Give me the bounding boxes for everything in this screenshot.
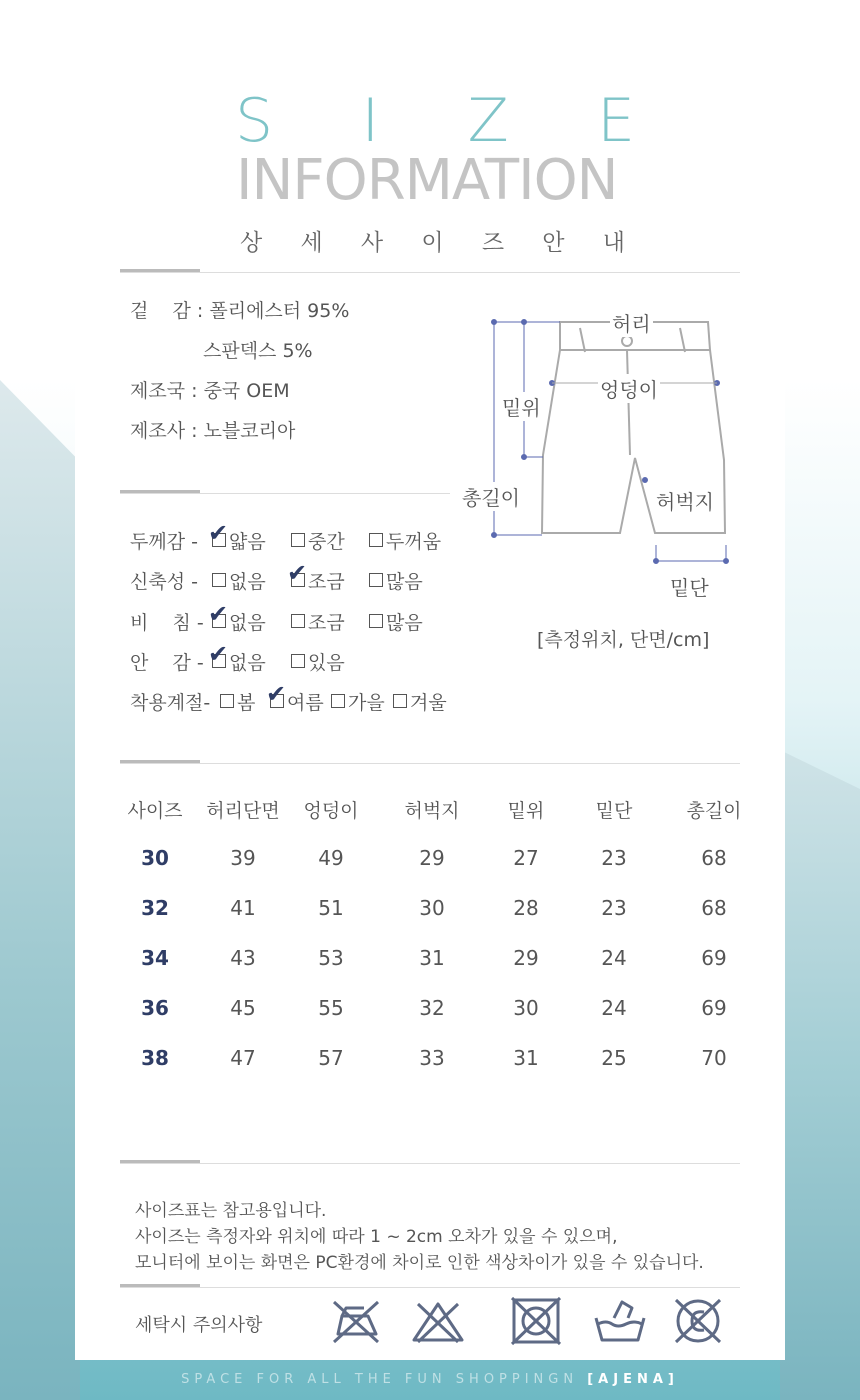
table-cell: 49 [318, 846, 344, 870]
korean-letter: 상 [240, 230, 263, 256]
korean-letter: 사 [360, 230, 384, 256]
property-option[interactable] [287, 559, 345, 594]
maker-row [130, 416, 295, 443]
hand-wash-icon [592, 1296, 648, 1346]
property-option[interactable] [266, 680, 324, 715]
table-cell: 69 [701, 946, 727, 970]
information-subtitle: INFORMATION [236, 148, 618, 213]
table-header: 밑위 [507, 800, 545, 822]
table-header: 허리단면 [206, 800, 280, 822]
label-hem: 밑단 [670, 576, 709, 600]
table-header: 사이즈 [127, 800, 183, 822]
fabric-value: 폴리에스터 95% [209, 300, 350, 322]
background-wedge-left [0, 380, 80, 1400]
table-cell: 29 [513, 946, 539, 970]
table-cell: 39 [230, 846, 256, 870]
option-label: 가을 [348, 692, 385, 714]
table-cell: 43 [230, 946, 256, 970]
maker-label: 제조사 : [130, 420, 198, 442]
korean-letter: 세 [300, 230, 323, 256]
table-header: 허벅지 [404, 800, 460, 822]
checkmark-icon: ✔ [287, 559, 308, 587]
table-cell: 29 [419, 846, 445, 870]
checkbox-icon[interactable] [220, 694, 234, 708]
checkmark-icon: ✔ [208, 640, 229, 668]
option-label: 없음 [229, 652, 266, 674]
table-header: 총길이 [686, 800, 742, 822]
table-cell: 23 [601, 896, 627, 920]
table-cell: 55 [318, 996, 344, 1020]
table-size-cell: 36 [141, 996, 169, 1020]
country-row [130, 376, 290, 403]
property-option[interactable] [369, 527, 441, 554]
table-cell: 70 [701, 1046, 727, 1070]
korean-letter: 안 [542, 230, 565, 256]
korean-letter: 이 [421, 230, 444, 256]
no-iron-icon [328, 1296, 384, 1346]
table-cell: 31 [513, 1046, 539, 1070]
property-option[interactable] [291, 527, 345, 554]
table-header: 엉덩이 [303, 800, 359, 822]
footer-text: SPACE FOR ALL THE FUN SHOPPINGN [181, 1372, 579, 1387]
shorts-outline-icon [480, 300, 750, 600]
divider [120, 1163, 740, 1164]
checkbox-icon[interactable] [291, 654, 305, 668]
title-letter: E [597, 86, 635, 156]
table-cell: 68 [701, 846, 727, 870]
table-size-cell: 32 [141, 896, 169, 920]
background-wedge-right [780, 750, 860, 1400]
label-thigh: 허벅지 [656, 486, 714, 515]
option-label: 여름 [287, 692, 324, 714]
property-label: 비 침 - [130, 612, 204, 634]
no-dry-clean-icon [670, 1296, 726, 1346]
label-total-length: 총길이 [462, 482, 520, 511]
divider [120, 763, 740, 764]
footer-tagline [0, 1372, 860, 1394]
property-option[interactable] [393, 688, 447, 715]
fabric-label: 겉 감 : [130, 300, 204, 322]
table-cell: 68 [701, 896, 727, 920]
table-cell: 24 [601, 996, 627, 1020]
option-label: 중간 [308, 531, 345, 553]
label-rise: 밑위 [502, 392, 541, 421]
property-option[interactable] [208, 519, 266, 554]
label-hip: 엉덩이 [598, 374, 660, 403]
option-label: 얇음 [229, 531, 266, 553]
checkbox-icon[interactable] [291, 614, 305, 628]
property-option[interactable] [208, 600, 266, 635]
table-cell: 31 [419, 946, 445, 970]
checkbox-icon[interactable] [369, 573, 383, 587]
property-option[interactable] [212, 567, 266, 594]
divider-accent [120, 760, 200, 763]
table-cell: 51 [318, 896, 344, 920]
property-option[interactable] [220, 688, 255, 715]
table-cell: 47 [230, 1046, 256, 1070]
korean-title [240, 224, 625, 257]
korean-letter: 내 [602, 230, 625, 256]
table-cell: 32 [419, 996, 445, 1020]
option-label: 많음 [386, 571, 423, 593]
title-letter: S [235, 86, 274, 156]
korean-letter: 즈 [481, 230, 505, 256]
table-cell: 41 [230, 896, 256, 920]
care-label: 세탁시 주의사항 [135, 1315, 263, 1336]
option-label: 두꺼움 [386, 531, 442, 553]
fabric-value-2: 스판덱스 5% [203, 340, 313, 362]
checkbox-icon[interactable] [291, 533, 305, 547]
property-label: 안 감 - [130, 652, 204, 674]
option-label: 있음 [308, 652, 345, 674]
option-label: 없음 [229, 612, 266, 634]
size-title [235, 86, 635, 156]
divider-accent [120, 269, 200, 272]
table-cell: 57 [318, 1046, 344, 1070]
divider-accent [120, 490, 200, 493]
divider-accent [120, 1284, 200, 1287]
checkmark-icon: ✔ [208, 600, 229, 628]
title-letter: I [361, 86, 380, 156]
maker-value: 노블코리아 [203, 420, 296, 442]
option-label: 봄 [237, 692, 256, 714]
property-option[interactable] [208, 640, 266, 675]
table-cell: 30 [419, 896, 445, 920]
property-option[interactable] [291, 608, 345, 635]
table-cell: 24 [601, 946, 627, 970]
table-cell: 23 [601, 846, 627, 870]
table-size-cell: 30 [141, 846, 169, 870]
no-bleach-icon [410, 1296, 466, 1346]
option-label: 많음 [386, 612, 423, 634]
table-cell: 53 [318, 946, 344, 970]
disclaimer-line: 모니터에 보이는 화면은 PC환경에 차이로 인한 색상차이가 있을 수 있습니다. [135, 1253, 704, 1273]
option-label: 없음 [229, 571, 266, 593]
label-waist: 허리 [610, 308, 653, 337]
divider-accent [120, 1160, 200, 1163]
property-option[interactable] [331, 688, 385, 715]
property-option[interactable] [369, 567, 423, 594]
checkbox-icon[interactable] [369, 533, 383, 547]
divider [120, 493, 450, 494]
fabric-row [130, 296, 349, 323]
disclaimer-line: 사이즈표는 참고용입니다. [135, 1201, 327, 1221]
divider [120, 1287, 740, 1288]
table-cell: 33 [419, 1046, 445, 1070]
table-size-cell: 38 [141, 1046, 169, 1070]
divider [120, 272, 740, 273]
table-cell: 27 [513, 846, 539, 870]
disclaimer-line: 사이즈는 측정자와 위치에 따라 1 ~ 2cm 오차가 있을 수 있으며, [135, 1227, 618, 1247]
option-label: 겨울 [410, 692, 447, 714]
table-cell: 45 [230, 996, 256, 1020]
option-label: 조금 [308, 571, 345, 593]
property-option[interactable] [369, 608, 423, 635]
checkbox-icon[interactable] [212, 573, 226, 587]
table-cell: 30 [513, 996, 539, 1020]
table-cell: 25 [601, 1046, 627, 1070]
option-label: 조금 [308, 612, 345, 634]
property-label: 두께감 - [130, 531, 198, 553]
table-header: 밑단 [595, 800, 633, 822]
table-cell: 28 [513, 896, 539, 920]
footer-brand: [AJENA] [587, 1372, 679, 1387]
checkbox-icon[interactable] [331, 694, 345, 708]
country-label: 제조국 : [130, 380, 198, 402]
property-label: 신축성 - [130, 571, 198, 593]
checkbox-icon[interactable] [393, 694, 407, 708]
table-size-cell: 34 [141, 946, 169, 970]
property-label: 착용계절- [130, 692, 211, 714]
checkmark-icon: ✔ [266, 680, 287, 708]
no-tumble-dry-icon [508, 1296, 564, 1346]
property-option[interactable] [291, 648, 345, 675]
measure-note: [측정위치, 단면/cm] [537, 629, 710, 651]
checkmark-icon: ✔ [208, 519, 229, 547]
table-cell: 69 [701, 996, 727, 1020]
checkbox-icon[interactable] [369, 614, 383, 628]
country-value: 중국 OEM [203, 380, 290, 402]
title-letter: Z [467, 86, 509, 156]
shorts-diagram [462, 300, 750, 600]
